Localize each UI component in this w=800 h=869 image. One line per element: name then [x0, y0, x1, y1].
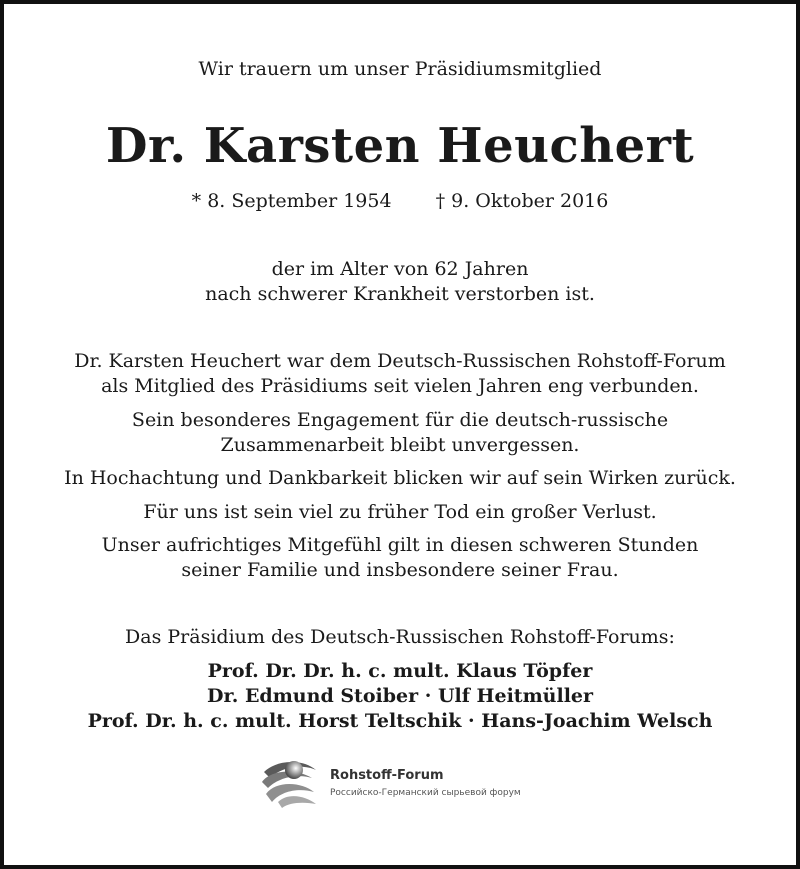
age-line: der im Alter von 62 Jahren [271, 258, 529, 280]
signature-heading: Das Präsidium des Deutsch-Russischen Rohstoff-Forums: [125, 626, 675, 648]
age-line: nach schwerer Krankheit verstorben ist. [205, 283, 595, 305]
signatory-line: Dr. Edmund Stoiber · Ulf Heitmüller [206, 685, 594, 707]
rohstoff-forum-logo-icon [256, 752, 326, 812]
life-dates [0, 190, 800, 212]
logo-subtitle: Российско-Германский сырьевой форум [330, 788, 521, 798]
rohstoff-forum-logo [256, 752, 556, 812]
body-line: Unser aufrichtiges Mitgefühl gilt in diesen schweren Stunden [101, 534, 699, 556]
death-date: † 9. Oktober 2016 [435, 190, 609, 212]
logo-name: Rohstoff-Forum [330, 768, 444, 783]
signatory-line: Prof. Dr. h. c. mult. Horst Teltschik · Hans-Joachim Welsch [87, 710, 713, 732]
signatory-line: Prof. Dr. Dr. h. c. mult. Klaus Töpfer [207, 660, 593, 682]
body-line: In Hochachtung und Dankbarkeit blicken wir auf sein Wirken zurück. [64, 467, 736, 489]
birth-date: * 8. September 1954 [191, 190, 392, 212]
body-line: Sein besonderes Engagement für die deutsch-russische [131, 409, 669, 431]
body-line: seiner Familie und insbesondere seiner Frau. [181, 559, 619, 581]
body-line: als Mitglied des Präsidiums seit vielen Jahren eng verbunden. [101, 375, 699, 397]
body-line: Für uns ist sein viel zu früher Tod ein großer Verlust. [143, 501, 657, 523]
deceased-name: Dr. Karsten Heuchert [105, 118, 695, 174]
body-line: Dr. Karsten Heuchert war dem Deutsch-Russischen Rohstoff-Forum [74, 350, 726, 372]
intro-line: Wir trauern um unser Präsidiumsmitglied [198, 58, 602, 80]
body-line: Zusammenarbeit bleibt unvergessen. [220, 434, 580, 456]
